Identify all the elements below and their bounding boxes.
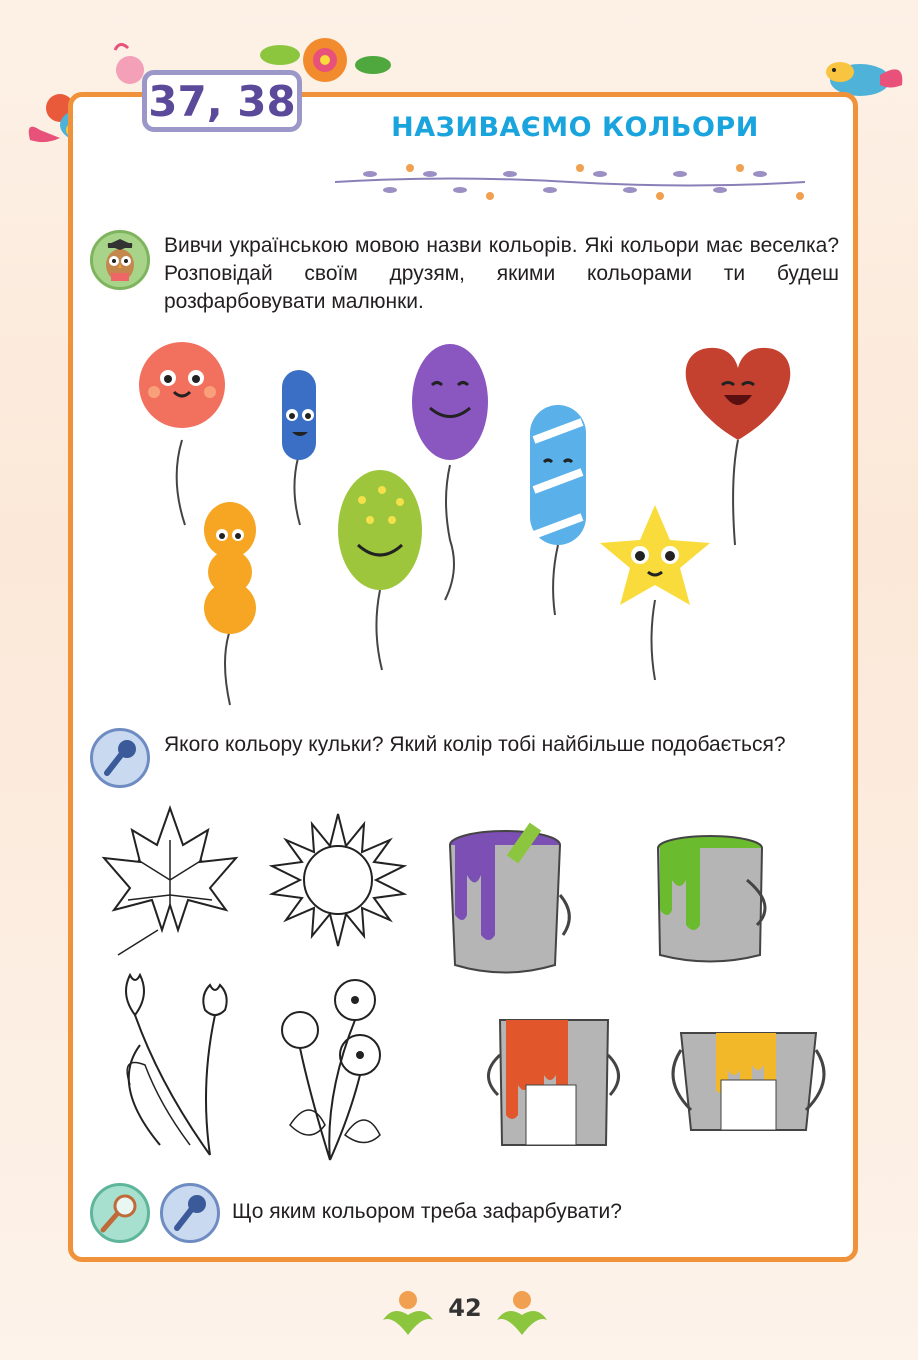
balloon-purple <box>412 344 488 460</box>
lesson-numbers: 37, 38 <box>148 76 296 126</box>
sun-outline <box>268 810 408 950</box>
balloon-heart-red <box>686 348 791 440</box>
task3-text: Що яким кольором треба зафарбувати? <box>232 1200 622 1223</box>
microphone-icon <box>160 1183 220 1243</box>
task1-text: Вивчи українською мовою назви кольорів. Які кольори має веселка? Розповідай своїм друзям, якими кольорами ти будеш розфарбовувати малюнки. <box>164 234 839 313</box>
paint-bucket-orange <box>478 1015 628 1155</box>
lesson-number-badge <box>142 70 302 132</box>
magnifier-icon <box>90 1183 150 1243</box>
page-number: 42 <box>448 1294 482 1322</box>
tulips-outline <box>100 965 250 1165</box>
vine-ornament <box>330 160 810 210</box>
balloon-green <box>338 470 422 590</box>
balloon-blue <box>282 370 316 460</box>
paint-bucket-purple <box>445 815 580 980</box>
page-title: НАЗИВАЄМО КОЛЬОРИ <box>391 112 759 143</box>
balloon-red <box>139 342 225 428</box>
owl-teacher-icon <box>90 230 150 290</box>
paint-bucket-yellow <box>666 1025 831 1135</box>
balloon-orange <box>204 502 256 634</box>
poppies-outline <box>270 975 400 1165</box>
paint-bucket-green <box>652 830 782 970</box>
microphone-icon <box>90 728 150 788</box>
balloon-light-blue <box>530 405 586 545</box>
flower-ornament-left <box>378 1285 438 1340</box>
maple-leaf-outline <box>98 800 243 960</box>
flower-ornament-right <box>492 1285 552 1340</box>
balloon-yellow-star <box>600 505 710 605</box>
task2-text: Якого кольору кульки? Який колір тобі найбільше подобається? <box>164 733 786 756</box>
balloons-illustration <box>130 340 810 710</box>
